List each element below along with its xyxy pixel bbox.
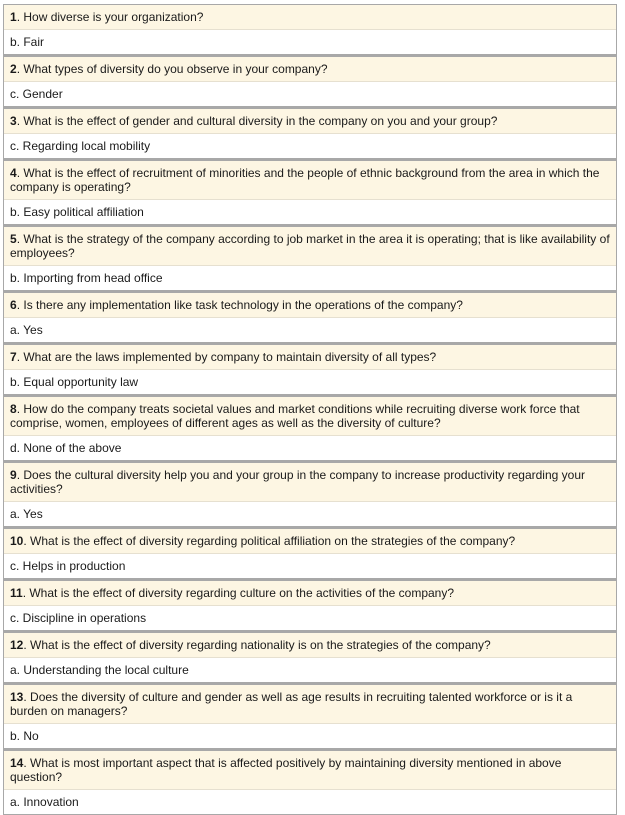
question-number: 14 bbox=[10, 756, 24, 770]
answer-row bbox=[4, 134, 616, 158]
answer-row bbox=[4, 30, 616, 54]
answer-text: b. Fair bbox=[10, 35, 45, 49]
survey-item bbox=[3, 683, 617, 749]
answer-row bbox=[4, 318, 616, 342]
answer-row bbox=[4, 200, 616, 224]
question-label: . How diverse is your organization? bbox=[16, 10, 204, 24]
question-text bbox=[10, 468, 610, 496]
answer-row bbox=[4, 554, 616, 578]
survey-table bbox=[3, 4, 617, 815]
question-row bbox=[4, 463, 616, 502]
question-text bbox=[10, 638, 491, 652]
question-text bbox=[10, 402, 610, 430]
question-text bbox=[10, 62, 328, 76]
answer-text: b. Importing from head office bbox=[10, 271, 163, 285]
question-label: . What is the strategy of the company according to job market in the area it is operating; that is like availability of employees? bbox=[10, 232, 610, 260]
answer-row bbox=[4, 790, 616, 814]
question-label: . What is most important aspect that is affected positively by maintaining diversity mentioned in above question? bbox=[10, 756, 562, 784]
question-row bbox=[4, 57, 616, 82]
survey-item bbox=[3, 395, 617, 461]
question-row bbox=[4, 633, 616, 658]
question-text bbox=[10, 350, 436, 364]
answer-text: a. Yes bbox=[10, 323, 43, 337]
question-number: 1 bbox=[10, 10, 17, 24]
answer-text: a. Innovation bbox=[10, 795, 79, 809]
question-row bbox=[4, 161, 616, 200]
answer-text: b. Easy political affiliation bbox=[10, 205, 144, 219]
question-row bbox=[4, 5, 616, 30]
answer-text: c. Gender bbox=[10, 87, 63, 101]
answer-text: c. Discipline in operations bbox=[10, 611, 147, 625]
answer-row bbox=[4, 724, 616, 748]
answer-row bbox=[4, 436, 616, 460]
question-label: . How do the company treats societal values and market conditions while recruiting diverse work force that comprise, women, employees of different ages as well as the diversity of culture? bbox=[10, 402, 580, 430]
question-number: 5 bbox=[10, 232, 17, 246]
question-text bbox=[10, 756, 610, 784]
answer-text: a. Understanding the local culture bbox=[10, 663, 189, 677]
question-label: . Is there any implementation like task technology in the operations of the company? bbox=[16, 298, 463, 312]
answer-text: c. Regarding local mobility bbox=[10, 139, 151, 153]
question-label: . What is the effect of diversity regarding nationality is on the strategies of the company? bbox=[23, 638, 491, 652]
question-row bbox=[4, 293, 616, 318]
survey-item bbox=[3, 343, 617, 395]
question-row bbox=[4, 109, 616, 134]
question-label: . What is the effect of diversity regarding political affiliation on the strategies of the company? bbox=[23, 534, 516, 548]
question-label: . What is the effect of gender and cultural diversity in the company on you and your group? bbox=[16, 114, 498, 128]
question-number: 4 bbox=[10, 166, 17, 180]
question-row bbox=[4, 345, 616, 370]
question-number: 8 bbox=[10, 402, 17, 416]
survey-item bbox=[3, 107, 617, 159]
question-row bbox=[4, 397, 616, 436]
answer-text: d. None of the above bbox=[10, 441, 122, 455]
survey-item bbox=[3, 461, 617, 527]
question-row bbox=[4, 227, 616, 266]
question-label: . What types of diversity do you observe in your company? bbox=[16, 62, 328, 76]
question-row bbox=[4, 581, 616, 606]
answer-text: b. No bbox=[10, 729, 39, 743]
question-number: 9 bbox=[10, 468, 17, 482]
question-row bbox=[4, 529, 616, 554]
question-text bbox=[10, 114, 497, 128]
question-number: 13 bbox=[10, 690, 24, 704]
question-text bbox=[10, 232, 610, 260]
question-number: 6 bbox=[10, 298, 17, 312]
question-text bbox=[10, 690, 610, 718]
survey-item bbox=[3, 579, 617, 631]
question-number: 7 bbox=[10, 350, 17, 364]
survey-item bbox=[3, 4, 617, 55]
question-number: 2 bbox=[10, 62, 17, 76]
survey-item bbox=[3, 159, 617, 225]
question-number: 12 bbox=[10, 638, 24, 652]
question-text bbox=[10, 534, 515, 548]
answer-row bbox=[4, 502, 616, 526]
answer-text: c. Helps in production bbox=[10, 559, 126, 573]
question-row bbox=[4, 751, 616, 790]
question-text bbox=[10, 586, 454, 600]
question-number: 10 bbox=[10, 534, 24, 548]
question-label: . Does the cultural diversity help you and your group in the company to increase productivity regarding your activities? bbox=[10, 468, 585, 496]
survey-item bbox=[3, 527, 617, 579]
answer-row bbox=[4, 82, 616, 106]
survey-item bbox=[3, 55, 617, 107]
answer-text: a. Yes bbox=[10, 507, 43, 521]
question-label: . What is the effect of recruitment of minorities and the people of ethnic background from the area in which the company is operating? bbox=[10, 166, 600, 194]
answer-row bbox=[4, 266, 616, 290]
survey-item bbox=[3, 749, 617, 815]
question-text bbox=[10, 298, 463, 312]
question-text bbox=[10, 10, 203, 24]
question-number: 3 bbox=[10, 114, 17, 128]
question-row bbox=[4, 685, 616, 724]
survey-item bbox=[3, 225, 617, 291]
answer-row bbox=[4, 658, 616, 682]
answer-row bbox=[4, 606, 616, 630]
question-text bbox=[10, 166, 610, 194]
answer-row bbox=[4, 370, 616, 394]
question-label: . What are the laws implemented by company to maintain diversity of all types? bbox=[16, 350, 437, 364]
survey-item bbox=[3, 631, 617, 683]
answer-text: b. Equal opportunity law bbox=[10, 375, 139, 389]
question-label: . Does the diversity of culture and gender as well as age results in recruiting talented workforce or is it a burden on managers? bbox=[10, 690, 573, 718]
survey-item bbox=[3, 291, 617, 343]
question-number: 11 bbox=[10, 586, 23, 600]
question-label: . What is the effect of diversity regarding culture on the activities of the company? bbox=[22, 586, 455, 600]
